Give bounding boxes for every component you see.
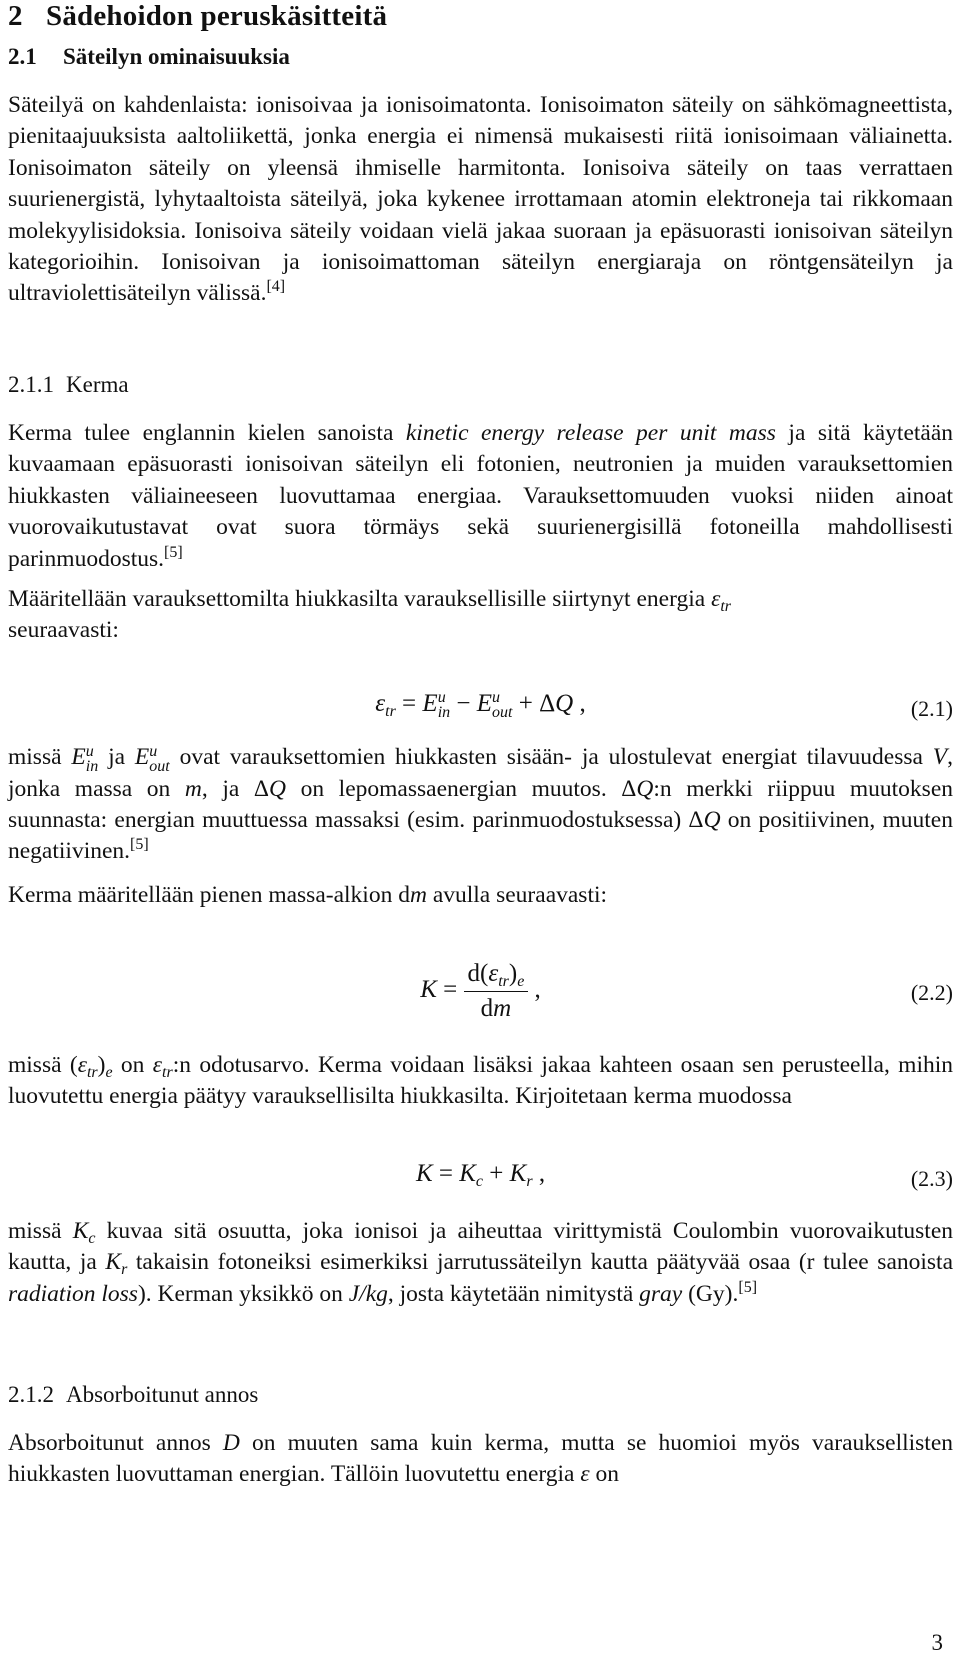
equation-2-1 — [8, 690, 953, 730]
equation-2-2 — [8, 960, 953, 1030]
equation-number: (2.2) — [910, 980, 953, 1005]
equation-body: K = $\frac{d(\varepsilon_{tr})_e}{dm}$ , — [420, 960, 541, 1022]
kerma-paragraph-1: Kerma tulee englannin kielen sanoista kinetic energy release per unit mass ja sitä käytetään kuvaamaan epäsuorasti ionisoivan säteilyn eli fotonien, neutronien ja muiden varauksettomien hiukkasten väliaineeseen luovuttamaa energiaa. Varauksettomuuden vuoksi niiden ainoat vuorovaikutustavat ovat suora törmäys sekä suurienergisillä fotoneilla mahdollisesti parinmuodostus.[5] — [8, 420, 954, 572]
absorbed-dose-paragraph: Absorboitunut annos D on muuten sama kuin kerma, mutta se huomioi myös varauksellisten hiukkasten luovuttaman energian. Tällöin luovutettu energia ε on — [8, 1430, 954, 1488]
citation: [5] — [130, 836, 149, 854]
equation-body: $K = K_c + K_r$ , — [415, 1160, 546, 1190]
kerma-paragraph-4: Kerma määritellään pienen massa-alkion dm avulla seuraavasti: — [8, 882, 608, 908]
section-heading — [8, 0, 387, 33]
subsubsection-heading-kerma: 2.1.1 Kerma — [8, 372, 129, 397]
unit: J/kg — [348, 1280, 388, 1307]
epsilon-tr: $\varepsilon_{tr}$ — [711, 586, 731, 615]
subsection-number: 2.1 — [8, 44, 37, 69]
equation-2-3 — [8, 1160, 953, 1200]
kerma-paragraph-2: Määritellään varauksettomilta hiukkasilta varauksellisille siirtynyt energia $\varepsilon_{tr}$ seuraavasti: — [8, 586, 731, 644]
section-number: 2 — [8, 0, 23, 32]
page-number: 3 — [931, 1630, 943, 1655]
subsubsection-heading-absorbed-dose: 2.1.2 Absorboitunut annos — [8, 1382, 259, 1407]
citation: [5] — [164, 543, 183, 561]
equation-body: $\varepsilon_{tr} = E$ u in − E u out + ΔQ , — [375, 689, 586, 722]
kerma-paragraph-6: missä $K_c$ kuvaa sitä osuutta, joka ionisoi ja aiheuttaa virittymistä Coulombin vuorovaikutusten kautta, ja $K_r$ takaisin fotoneiksi esimerkiksi jarrutussäteilyn kautta päätyvää osaa (r tulee sanoista radiation loss). Kerman yksikkö on J/kg, josta käytetään nimitystä gray (Gy).[5] — [8, 1218, 954, 1307]
citation: [5] — [738, 1278, 758, 1296]
kerma-term: kinetic energy release per unit mass — [405, 420, 776, 446]
subsection-title: Säteilyn ominaisuuksia — [63, 44, 290, 69]
citation: [4] — [266, 278, 286, 296]
kerma-paragraph-3: missä E u in ja E u out ovat varauksettomien hiukkasten sisään- ja ulostulevat energiat tilavuudessa V, jonka massa on m, ja ΔQ on lepomassaenergian muutos. ΔQ:n merkki riippuu muutoksen suunnasta: energian muuttuessa massaksi (esim. parinmuodostuksessa) ΔQ on positiivinen, muuten negatiivinen.[5] — [8, 742, 954, 865]
kerma-paragraph-5: missä $(\varepsilon_{tr})_e$ on $\varepsilon_{tr}:n$ odotusarvo. Kerma voidaan lisäksi jakaa kahteen osaan sen perusteella, mihin luovutettu energia päätyy varauksellisilta hiukkasilta. Kirjoitetaan kerma muodossa — [8, 1052, 954, 1110]
subsection-heading — [8, 44, 290, 70]
equation-number: (2.3) — [910, 1166, 953, 1191]
section-title: Sädehoidon peruskäsitteitä — [46, 0, 388, 32]
intro-paragraph: Säteilyä on kahdenlaista: ionisoivaa ja ionisoimatonta. Ionisoimaton säteily on sähkömagneettista, pienitaajuuksista aaltoliikettä, jonka energia ei nimensä mukaisesti riitä ionisoimaan väliainetta. Ionisoimaton säteily on yleensä ihmiselle harmitonta. Ionisoiva säteily on taas verrattaen suurienergistä, lyhytaaltoista säteilyä, joka kykenee irrottamaan atomin elektroneja tai rikkomaan molekyylisidoksia. Ionisoiva säteily voidaan vielä jakaa suoraan ja epäsuorasti ionisoivan säteilyn kategorioihin. Ionisoivan ja ionisoimattoman säteilyn energiaraja on röntgensäteilyn ja ultraviolettisäteilyn välissä.[4] — [8, 92, 953, 307]
equation-number: (2.1) — [910, 696, 953, 721]
